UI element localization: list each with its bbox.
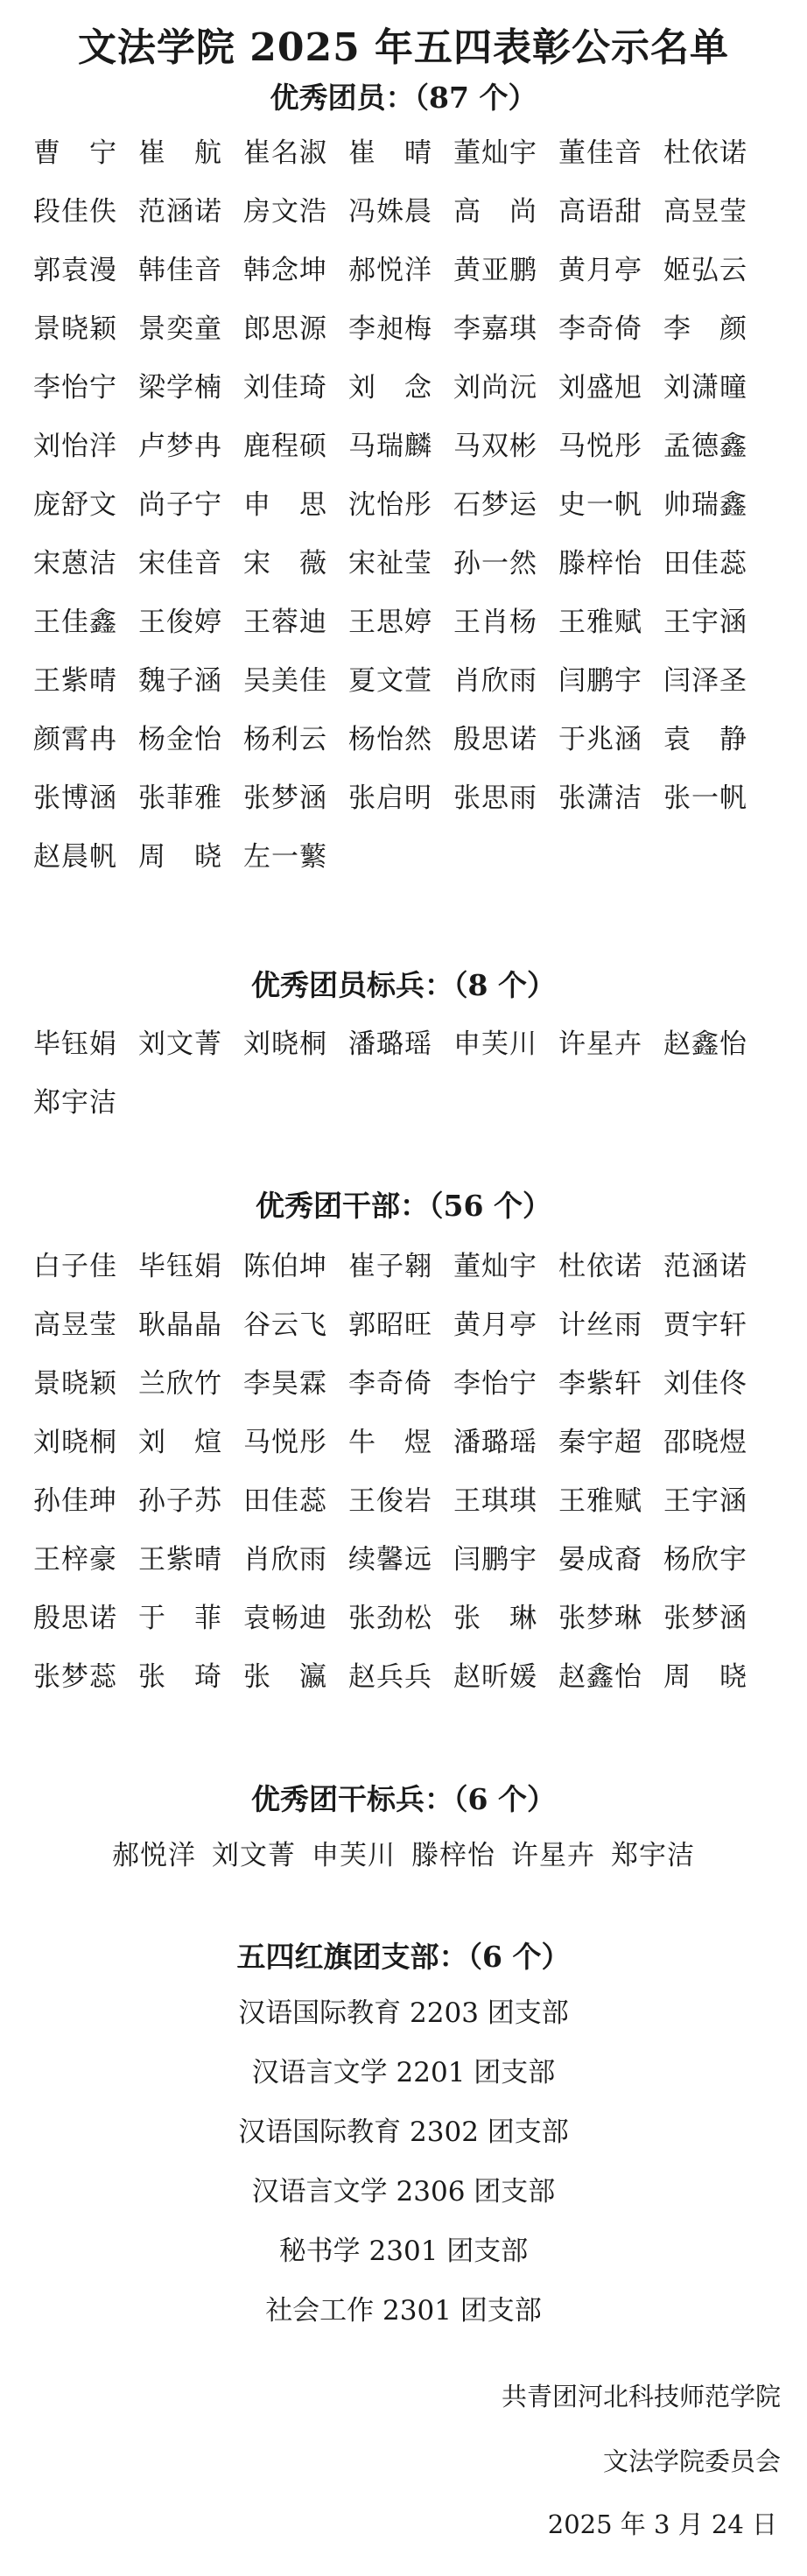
name-entry: 秦宇超 — [558, 1427, 642, 1458]
name-entry: 孙佳珅 — [33, 1485, 117, 1517]
name-entry: 范涵诺 — [663, 1251, 747, 1282]
name-entry: 崔 航 — [138, 137, 222, 169]
name-entry: 周 晓 — [663, 1661, 747, 1693]
name-entry: 崔名淑 — [243, 137, 327, 169]
name-entry: 韩念坤 — [243, 255, 327, 286]
name-entry: 马悦彤 — [243, 1427, 327, 1458]
name-entry: 张思雨 — [453, 783, 537, 814]
name-entry: 王肖杨 — [453, 607, 537, 638]
name-entry: 袁 静 — [663, 724, 747, 755]
name-entry: 张梦涵 — [663, 1603, 747, 1634]
name-entry: 孙一然 — [453, 548, 537, 579]
name-entry: 刘佳琦 — [243, 372, 327, 404]
name-entry: 李紫轩 — [558, 1368, 642, 1400]
name-entry: 郑宇洁 — [611, 1840, 695, 1871]
name-entry: 邵晓煜 — [663, 1427, 747, 1458]
name-entry: 李奇倚 — [348, 1368, 432, 1400]
red-flag-branch-list — [0, 1983, 807, 2341]
name-entry: 肖欣雨 — [453, 665, 537, 697]
section-heading-excellent-cadres: 优秀团干部：（56 个） — [256, 1189, 551, 1223]
name-entry: 马悦彤 — [558, 431, 642, 462]
name-entry: 申芙川 — [312, 1840, 396, 1871]
name-entry: 杜依诺 — [558, 1251, 642, 1282]
name-entry: 黄月亭 — [558, 255, 642, 286]
branch-item: 汉语言文学 2306 团支部 — [251, 2176, 556, 2207]
branch-item: 秘书学 2301 团支部 — [278, 2236, 529, 2267]
name-entry: 王宇涵 — [663, 1485, 747, 1517]
name-entry: 计丝雨 — [558, 1309, 642, 1341]
name-entry: 晏成裔 — [558, 1544, 642, 1576]
name-entry: 高昱莹 — [663, 196, 747, 228]
name-entry: 郑宇洁 — [33, 1087, 117, 1119]
name-entry: 李嘉琪 — [453, 313, 537, 345]
name-entry: 赵鑫怡 — [558, 1661, 642, 1693]
name-entry: 王俊岩 — [348, 1485, 432, 1517]
name-entry: 刘尚沅 — [453, 372, 537, 404]
name-entry: 牛 煜 — [348, 1427, 432, 1458]
name-entry: 刘 煊 — [138, 1427, 222, 1458]
name-entry: 殷思诺 — [33, 1603, 117, 1634]
name-entry: 申芙川 — [453, 1028, 537, 1060]
issuing-committee: 文法学院委员会 — [602, 2446, 781, 2476]
name-entry: 王琪琪 — [453, 1485, 537, 1517]
name-entry: 宋祉莹 — [348, 548, 432, 579]
name-entry: 王宇涵 — [663, 607, 747, 638]
name-entry: 李奇倚 — [558, 313, 642, 345]
name-entry: 张启明 — [348, 783, 432, 814]
name-entry: 庞舒文 — [33, 489, 117, 521]
name-entry: 兰欣竹 — [138, 1368, 222, 1400]
document-title: 文法学院 2025 年五四表彰公示名单 — [77, 25, 730, 70]
name-entry: 于 菲 — [138, 1603, 222, 1634]
name-entry: 张 琦 — [138, 1661, 222, 1693]
name-entry: 刘文菁 — [138, 1028, 222, 1060]
name-entry: 李昶梅 — [348, 313, 432, 345]
name-entry: 张博涵 — [33, 783, 117, 814]
branch-item: 汉语言文学 2201 团支部 — [251, 2057, 556, 2088]
excellent-members-list — [33, 124, 768, 887]
name-entry: 张菲雅 — [138, 783, 222, 814]
name-entry: 马瑞麟 — [348, 431, 432, 462]
name-entry: 李怡宁 — [33, 372, 117, 404]
name-entry: 王佳鑫 — [33, 607, 117, 638]
name-entry: 景晓颖 — [33, 1368, 117, 1400]
name-entry: 李昊霖 — [243, 1368, 327, 1400]
name-entry: 马双彬 — [453, 431, 537, 462]
name-entry: 石梦运 — [453, 489, 537, 521]
name-entry: 宋佳音 — [138, 548, 222, 579]
name-entry: 段佳佚 — [33, 196, 117, 228]
name-entry: 郝悦洋 — [112, 1840, 196, 1871]
name-entry: 杜依诺 — [663, 137, 747, 169]
name-entry: 范涵诺 — [138, 196, 222, 228]
name-entry: 张潇洁 — [558, 783, 642, 814]
name-entry: 郭昭旺 — [348, 1309, 432, 1341]
name-entry: 王思婷 — [348, 607, 432, 638]
name-entry: 刘潇曈 — [663, 372, 747, 404]
excellent-cadres-list — [33, 1238, 768, 1707]
name-entry: 张梦琳 — [558, 1603, 642, 1634]
name-entry: 赵昕媛 — [453, 1661, 537, 1693]
name-entry: 刘盛旭 — [558, 372, 642, 404]
branch-item: 社会工作 2301 团支部 — [265, 2295, 542, 2327]
section-heading-model-cadres: 优秀团干标兵：（6 个） — [251, 1782, 556, 1816]
name-entry: 毕钰娟 — [33, 1028, 117, 1060]
name-entry: 张一帆 — [663, 783, 747, 814]
name-entry: 张梦涵 — [243, 783, 327, 814]
name-entry: 董灿宇 — [453, 137, 537, 169]
name-entry: 董佳音 — [558, 137, 642, 169]
name-entry: 杨利云 — [243, 724, 327, 755]
model-members-list — [33, 1015, 768, 1133]
name-entry: 杨欣宇 — [663, 1544, 747, 1576]
name-entry: 景晓颖 — [33, 313, 117, 345]
name-entry: 冯姝晨 — [348, 196, 432, 228]
name-entry: 史一帆 — [558, 489, 642, 521]
name-entry: 王俊婷 — [138, 607, 222, 638]
name-entry: 田佳蕊 — [663, 548, 747, 579]
name-entry: 郝悦洋 — [348, 255, 432, 286]
name-entry: 田佳蕊 — [243, 1485, 327, 1517]
name-entry: 贾宇轩 — [663, 1309, 747, 1341]
name-entry: 于兆涵 — [558, 724, 642, 755]
branch-item: 汉语国际教育 2302 团支部 — [238, 2116, 569, 2148]
name-entry: 沈怡彤 — [348, 489, 432, 521]
name-entry: 卢梦冉 — [138, 431, 222, 462]
name-entry: 吴美佳 — [243, 665, 327, 697]
name-entry: 白子佳 — [33, 1251, 117, 1282]
name-entry: 杨金怡 — [138, 724, 222, 755]
name-entry: 曹 宁 — [33, 137, 117, 169]
issue-date: 2025 年 3 月 24 日 — [547, 2509, 777, 2539]
name-entry: 王雅赋 — [558, 607, 642, 638]
section-heading-red-flag-branches: 五四红旗团支部：（6 个） — [236, 1940, 571, 1974]
name-entry: 闫鹏宇 — [558, 665, 642, 697]
name-entry: 闫鹏宇 — [453, 1544, 537, 1576]
name-entry: 姬弘云 — [663, 255, 747, 286]
name-entry: 高语甜 — [558, 196, 642, 228]
model-cadres-list — [0, 1833, 807, 1872]
name-entry: 高 尚 — [453, 196, 537, 228]
name-entry: 殷思诺 — [453, 724, 537, 755]
name-entry: 周 晓 — [138, 841, 222, 873]
name-entry: 赵鑫怡 — [663, 1028, 747, 1060]
name-entry: 滕梓怡 — [411, 1840, 495, 1871]
name-entry: 房文浩 — [243, 196, 327, 228]
name-entry: 孙子苏 — [138, 1485, 222, 1517]
name-entry: 潘璐瑶 — [453, 1427, 537, 1458]
name-entry: 黄月亭 — [453, 1309, 537, 1341]
name-entry: 崔 晴 — [348, 137, 432, 169]
name-entry: 肖欣雨 — [243, 1544, 327, 1576]
name-entry: 李 颜 — [663, 313, 747, 345]
name-entry: 王紫晴 — [33, 665, 117, 697]
name-entry: 郭袁漫 — [33, 255, 117, 286]
name-entry: 王梓豪 — [33, 1544, 117, 1576]
name-entry: 刘文菁 — [212, 1840, 296, 1871]
name-entry: 申 思 — [243, 489, 327, 521]
name-entry: 袁畅迪 — [243, 1603, 327, 1634]
name-entry: 景奕童 — [138, 313, 222, 345]
name-entry: 韩佳音 — [138, 255, 222, 286]
name-entry: 左一蘩 — [243, 841, 327, 873]
name-entry: 李怡宁 — [453, 1368, 537, 1400]
name-entry: 闫泽圣 — [663, 665, 747, 697]
name-entry: 刘佳佟 — [663, 1368, 747, 1400]
name-entry: 魏子涵 — [138, 665, 222, 697]
name-entry: 续馨远 — [348, 1544, 432, 1576]
name-entry: 王雅赋 — [558, 1485, 642, 1517]
name-entry: 刘晓桐 — [243, 1028, 327, 1060]
name-entry: 张 瀛 — [243, 1661, 327, 1693]
name-entry: 刘晓桐 — [33, 1427, 117, 1458]
name-entry: 刘 念 — [348, 372, 432, 404]
name-entry: 张 琳 — [453, 1603, 537, 1634]
name-entry: 潘璐瑶 — [348, 1028, 432, 1060]
name-entry: 董灿宇 — [453, 1251, 537, 1282]
name-entry: 鹿程硕 — [243, 431, 327, 462]
name-entry: 耿晶晶 — [138, 1309, 222, 1341]
name-entry: 谷云飞 — [243, 1309, 327, 1341]
name-entry: 陈伯坤 — [243, 1251, 327, 1282]
name-entry: 郎思源 — [243, 313, 327, 345]
name-entry: 张劲松 — [348, 1603, 432, 1634]
name-entry: 夏文萱 — [348, 665, 432, 697]
name-entry: 杨怡然 — [348, 724, 432, 755]
section-heading-model-members: 优秀团员标兵：（8 个） — [251, 968, 556, 1002]
name-entry: 颜霄冉 — [33, 724, 117, 755]
name-entry: 滕梓怡 — [558, 548, 642, 579]
name-entry: 许星卉 — [558, 1028, 642, 1060]
name-entry: 帅瑞鑫 — [663, 489, 747, 521]
name-entry: 孟德鑫 — [663, 431, 747, 462]
name-entry: 刘怡洋 — [33, 431, 117, 462]
name-entry: 王紫晴 — [138, 1544, 222, 1576]
name-entry: 梁学楠 — [138, 372, 222, 404]
branch-item: 汉语国际教育 2203 团支部 — [238, 1997, 569, 2029]
name-entry: 黄亚鹏 — [453, 255, 537, 286]
section-heading-excellent-members: 优秀团员：（87 个） — [270, 81, 537, 115]
name-entry: 许星卉 — [511, 1840, 595, 1871]
name-entry: 高昱莹 — [33, 1309, 117, 1341]
name-entry: 赵兵兵 — [348, 1661, 432, 1693]
name-entry: 毕钰娟 — [138, 1251, 222, 1282]
name-entry: 王蓉迪 — [243, 607, 327, 638]
name-entry: 崔子翱 — [348, 1251, 432, 1282]
name-entry: 宋蒽洁 — [33, 548, 117, 579]
issuing-organization: 共青团河北科技师范学院 — [501, 2382, 781, 2411]
name-entry: 宋 薇 — [243, 548, 327, 579]
name-entry: 张梦蕊 — [33, 1661, 117, 1693]
name-entry: 尚子宁 — [138, 489, 222, 521]
name-entry: 赵晨帆 — [33, 841, 117, 873]
